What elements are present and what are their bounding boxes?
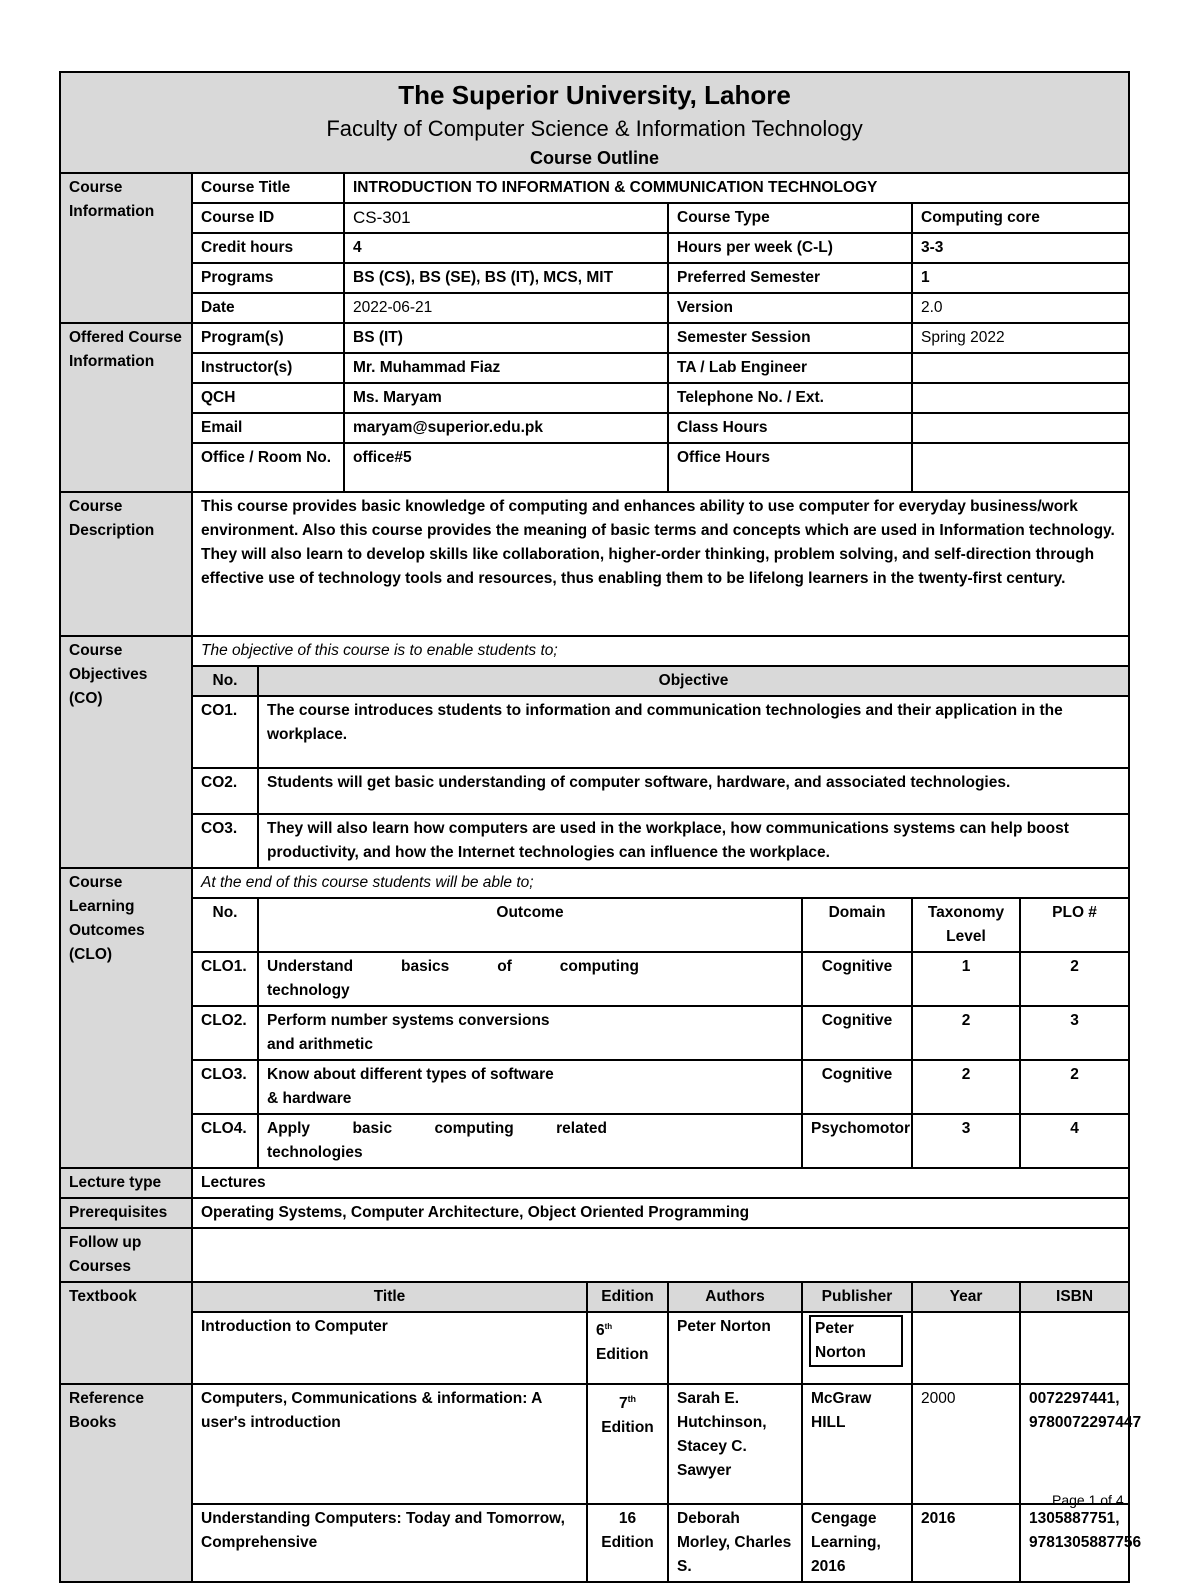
prerequisites-label: Prerequisites: [60, 1198, 192, 1228]
reference-authors: Deborah Morley, Charles S.: [668, 1504, 802, 1582]
prerequisites-value: Operating Systems, Computer Architecture, Object Oriented Programming: [192, 1198, 1129, 1228]
textbook-isbn: [1020, 1312, 1129, 1384]
textbook-title: Introduction to Computer: [192, 1312, 587, 1384]
course-type-value: Computing core: [912, 203, 1129, 233]
follow-up-value: [192, 1228, 1129, 1282]
qch-label: QCH: [192, 383, 344, 413]
faculty-name: Faculty of Computer Science & Information Technology: [326, 116, 863, 141]
preferred-semester-value: 1: [912, 263, 1129, 293]
clo-domain: Cognitive: [802, 1060, 912, 1114]
reference-year: 2000: [912, 1384, 1020, 1504]
clo-no: CLO4.: [192, 1114, 258, 1168]
textbook-edition-num: 6: [596, 1322, 605, 1340]
instructor-label: Instructor(s): [192, 353, 344, 383]
programs-value: BS (CS), BS (SE), BS (IT), MCS, MIT: [344, 263, 668, 293]
clo-plo: 2: [1020, 1060, 1129, 1114]
clo-outcome: [258, 952, 802, 1006]
lecture-type-value: Lectures: [192, 1168, 1129, 1198]
office-hours-value: [912, 443, 1129, 492]
clo-col-taxonomy: Taxonomy Level: [912, 898, 1020, 952]
course-info-label: Course Information: [60, 173, 192, 323]
program-label: Program(s): [192, 323, 344, 353]
objectives-col-no: No.: [192, 666, 258, 696]
reference-edition: [587, 1384, 668, 1504]
clo-outcome-line1: Apply basic computing related: [267, 1120, 607, 1137]
objective-no: CO2.: [192, 768, 258, 814]
objectives-intro: The objective of this course is to enable students to;: [192, 636, 1129, 666]
clo-domain: Cognitive: [802, 1006, 912, 1060]
clo-plo: 2: [1020, 952, 1129, 1006]
clo-outcome-line1: Perform number systems conversions: [267, 1012, 550, 1029]
textbook-col-edition: Edition: [587, 1282, 668, 1312]
objectives-label: Course Objectives (CO): [60, 636, 192, 868]
clo-outcome-line2: and arithmetic: [267, 1036, 373, 1053]
clo-plo: 4: [1020, 1114, 1129, 1168]
clo-no: CLO1.: [192, 952, 258, 1006]
date-value: 2022-06-21: [344, 293, 668, 323]
email-label: Email: [192, 413, 344, 443]
course-id-label: Course ID: [192, 203, 344, 233]
reference-edition-sup: th: [627, 1394, 637, 1404]
clo-col-no: No.: [192, 898, 258, 952]
reference-title: Computers, Communications & information: A user's introduction: [192, 1384, 587, 1504]
clo-outcome-line1: Understand basics of computing: [267, 958, 639, 975]
reference-books-label: Reference Books: [60, 1384, 192, 1582]
clo-domain: Cognitive: [802, 952, 912, 1006]
textbook-col-authors: Authors: [668, 1282, 802, 1312]
course-outline-table: [59, 71, 1142, 1583]
reference-isbn: 0072297441, 9780072297447: [1020, 1384, 1129, 1504]
hours-per-week-label: Hours per week (C-L): [668, 233, 912, 263]
textbook-col-title: Title: [192, 1282, 587, 1312]
clo-outcome: [258, 1114, 802, 1168]
university-name: The Superior University, Lahore: [398, 80, 791, 110]
textbook-edition-sup: th: [604, 1322, 613, 1331]
clo-outcome: [258, 1006, 802, 1060]
version-label: Version: [668, 293, 912, 323]
telephone-value: [912, 383, 1129, 413]
version-value: 2.0: [912, 293, 1129, 323]
clo-plo: 3: [1020, 1006, 1129, 1060]
reference-year: 2016: [912, 1504, 1020, 1582]
reference-edition: [587, 1504, 668, 1582]
lecture-type-label: Lecture type: [60, 1168, 192, 1198]
textbook-year: [912, 1312, 1020, 1384]
course-type-label: Course Type: [668, 203, 912, 233]
clo-outcome-line1: Know about different types of software: [267, 1066, 554, 1083]
objectives-col-objective: Objective: [258, 666, 1129, 696]
textbook-edition-word: Edition: [596, 1346, 649, 1364]
credit-hours-value: 4: [344, 233, 668, 263]
ta-value: [912, 353, 1129, 383]
date-label: Date: [192, 293, 344, 323]
hours-per-week-value: 3-3: [912, 233, 1129, 263]
email-value: maryam@superior.edu.pk: [344, 413, 668, 443]
textbook-authors: Peter Norton: [668, 1312, 802, 1384]
reference-isbn: 1305887751, 9781305887756: [1020, 1504, 1129, 1582]
textbook-col-isbn: ISBN: [1020, 1282, 1129, 1312]
reference-publisher: Cengage Learning, 2016: [802, 1504, 912, 1582]
reference-title: Understanding Computers: Today and Tomorrow, Comprehensive: [192, 1504, 587, 1582]
reference-authors: Sarah E. Hutchinson, Stacey C. Sawyer: [668, 1384, 802, 1504]
clo-level: 1: [912, 952, 1020, 1006]
reference-edition-num: 7: [618, 1395, 628, 1413]
description-label: Course Description: [60, 492, 192, 636]
clo-level: 3: [912, 1114, 1020, 1168]
clo-intro: At the end of this course students will be able to;: [192, 868, 1129, 898]
clo-col-domain: Domain: [802, 898, 912, 952]
objective-no: CO3.: [192, 814, 258, 868]
follow-up-label: Follow up Courses: [60, 1228, 192, 1282]
clo-no: CLO3.: [192, 1060, 258, 1114]
reference-edition-word: Edition: [601, 1534, 654, 1551]
course-id-value: CS-301: [344, 203, 668, 233]
clo-outcome-line2: technology: [267, 982, 350, 999]
class-hours-label: Class Hours: [668, 413, 912, 443]
qch-value: Ms. Maryam: [344, 383, 668, 413]
textbook-label: Textbook: [60, 1282, 192, 1384]
telephone-label: Telephone No. / Ext.: [668, 383, 912, 413]
objective-no: CO1.: [192, 696, 258, 768]
course-title-label: Course Title: [192, 173, 344, 203]
objective-text: The course introduces students to information and communication technologies and their application in the workplace.: [258, 696, 1129, 768]
clo-outcome: [258, 1060, 802, 1114]
credit-hours-label: Credit hours: [192, 233, 344, 263]
clo-col-outcome: Outcome: [258, 898, 802, 952]
clo-outcome-line2: & hardware: [267, 1090, 352, 1107]
clo-level: 2: [912, 1006, 1020, 1060]
ta-label: TA / Lab Engineer: [668, 353, 912, 383]
office-hours-label: Office Hours: [668, 443, 912, 492]
reference-edition-word: Edition: [601, 1419, 654, 1437]
textbook-col-publisher: Publisher: [802, 1282, 912, 1312]
program-value: BS (IT): [344, 323, 668, 353]
clo-domain: Psychomotor: [802, 1114, 912, 1168]
objective-text: They will also learn how computers are used in the workplace, how communications systems can help boost productivity, and how the Internet technologies can influence the workplace.: [258, 814, 1129, 868]
class-hours-value: [912, 413, 1129, 443]
textbook-publisher-box: Peter Norton: [809, 1315, 903, 1367]
clo-label: Course Learning Outcomes (CLO): [60, 868, 192, 1168]
offered-info-label: Offered Course Information: [60, 323, 192, 492]
clo-level: 2: [912, 1060, 1020, 1114]
preferred-semester-label: Preferred Semester: [668, 263, 912, 293]
course-title-value: INTRODUCTION TO INFORMATION & COMMUNICATION TECHNOLOGY: [344, 173, 1129, 203]
clo-no: CLO2.: [192, 1006, 258, 1060]
textbook-col-year: Year: [912, 1282, 1020, 1312]
textbook-edition: [587, 1312, 668, 1384]
reference-edition-num: 16: [618, 1510, 637, 1527]
objective-text: Students will get basic understanding of computer software, hardware, and associated technologies.: [258, 768, 1129, 814]
document-title: Course Outline: [530, 148, 660, 168]
reference-publisher: McGraw HILL: [802, 1384, 912, 1504]
clo-outcome-line2: technologies: [267, 1144, 363, 1161]
course-outline-sheet: [59, 71, 1142, 1583]
clo-col-plo: PLO #: [1020, 898, 1129, 952]
programs-label: Programs: [192, 263, 344, 293]
semester-session-label: Semester Session: [668, 323, 912, 353]
office-value: office#5: [344, 443, 668, 492]
textbook-publisher: [802, 1312, 912, 1384]
office-label: Office / Room No.: [192, 443, 344, 492]
semester-session-value: Spring 2022: [912, 323, 1129, 353]
description-text: This course provides basic knowledge of computing and enhances ability to use computer for everyday business/work environment. Also this course provides the meaning of basic terms and concepts which are used in Information technology. They will also learn to develop skills like collaboration, higher-order thinking, problem solving, and self-direction through effective use of technology tools and resources, thus enabling them to be lifelong learners in the twenty-first century.: [192, 492, 1129, 636]
instructor-value: Mr. Muhammad Fiaz: [344, 353, 668, 383]
document-header: [60, 72, 1129, 173]
page-number: Page 1 of 4: [1052, 1492, 1124, 1508]
